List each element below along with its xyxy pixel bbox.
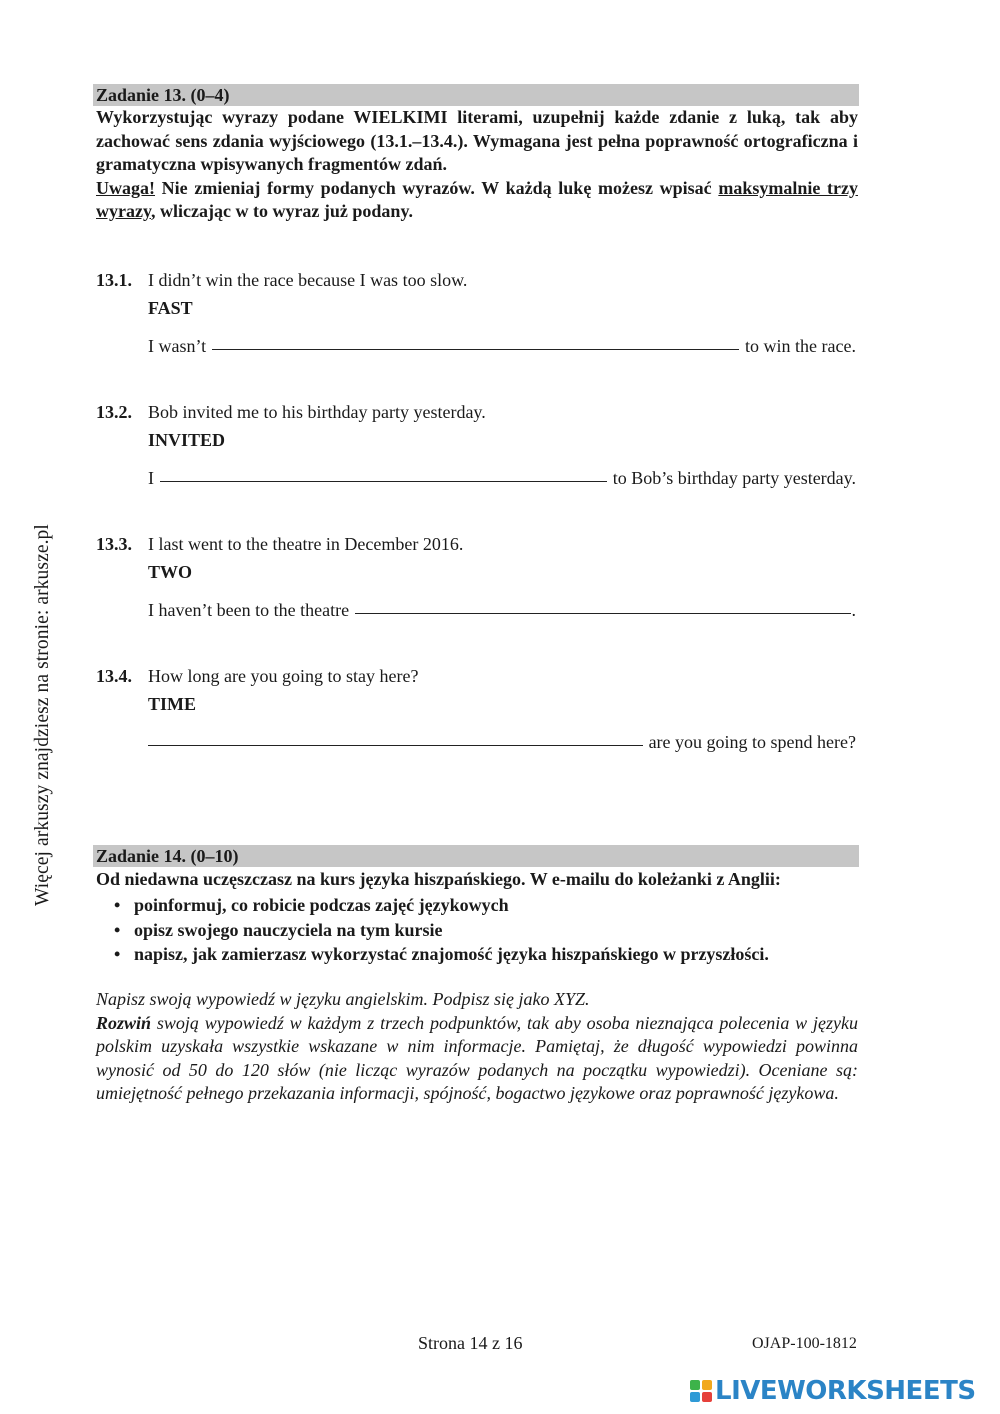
logo-square — [702, 1380, 712, 1390]
answer-prefix: I — [148, 468, 154, 488]
item-keyword: FAST — [148, 298, 193, 318]
item-number: 13.1. — [96, 270, 132, 290]
liveworksheets-logo[interactable] — [690, 1376, 976, 1406]
task14-bullet-list — [112, 893, 769, 967]
note-end: , wliczając w to wyraz już podany. — [150, 201, 413, 221]
item-sentence: How long are you going to stay here? — [148, 666, 419, 686]
exam-code: OJAP-100-1812 — [752, 1335, 857, 1352]
item-keyword: TIME — [148, 694, 197, 714]
instruction-rest: swoją wypowiedź w każdym z trzech podpunktów, tak aby osoba nieznająca polecenia w języku polskim uzyskała wszystkie wskazane w nim informacje. Pamiętaj, że długość wypowiedzi powinna wynosić od 50 do 120 słów (nie licząc wyrazów podanych na początku wypowiedzi). Oceniane są: umiejętność pełnego przekazania informacji, spójność, bogactwo językowe oraz poprawność językowa. — [96, 1012, 858, 1103]
answer-prefix: I haven’t been to the theatre — [148, 600, 350, 620]
side-note: Więcej arkuszy znajdziesz na stronie: arkusze.pl — [32, 524, 53, 906]
item-sentence: I last went to the theatre in December 2016. — [148, 534, 464, 554]
answer-line — [148, 333, 856, 357]
logo-icon — [690, 1380, 712, 1402]
instruction-line: Napisz swoją wypowiedź w języku angielskim. Podpisz się jako XYZ. — [96, 989, 590, 1009]
answer-line — [148, 729, 856, 753]
task14-header: Zadanie 14. (0–10) — [93, 845, 859, 867]
note-label: Uwaga! — [96, 177, 155, 198]
instruction-bold: Rozwiń — [96, 1012, 152, 1033]
bullet-item: • poinformuj, co robicie podczas zajęć językowych — [112, 893, 769, 918]
task13-instruction-text: Wykorzystując wyrazy podane WIELKIMI literami, uzupełnij każde zdanie z luką, tak aby zachować sens zdania wyjściowego (13.1.–13.4.). Wymagana jest pełna poprawność ortograficzna i gramatyczna wpisywanych fragmentów zdań. — [96, 107, 858, 174]
task13-header: Zadanie 13. (0–4) — [93, 84, 859, 106]
answer-prefix: I wasn’t — [148, 336, 207, 356]
item-number: 13.3. — [96, 534, 132, 554]
answer-line — [148, 597, 856, 621]
answer-suffix: . — [851, 600, 856, 620]
answer-gap[interactable] — [355, 595, 850, 614]
answer-line — [148, 465, 856, 489]
item-sentence: I didn’t win the race because I was too slow. — [148, 270, 468, 290]
answer-gap[interactable] — [160, 463, 607, 482]
item-keyword: TWO — [148, 562, 193, 582]
item-keyword: INVITED — [148, 430, 226, 450]
logo-square — [702, 1392, 712, 1402]
logo-text: LIVEWORKSHEETS — [715, 1376, 976, 1406]
task14-instructions — [96, 988, 858, 1106]
note-text: Nie zmieniaj formy podanych wyrazów. W każdą lukę możesz wpisać — [155, 177, 719, 198]
answer-suffix: to Bob’s birthday party yesterday. — [612, 468, 856, 488]
answer-gap[interactable] — [212, 331, 739, 350]
instruction-paragraph — [96, 1012, 858, 1106]
task14-intro: Od niedawna uczęszczasz na kurs języka hiszpańskiego. W e-mailu do koleżanki z Anglii: — [96, 869, 781, 889]
answer-gap[interactable] — [148, 727, 643, 746]
bullet-item: • napisz, jak zamierzasz wykorzystać znajomość języka hiszpańskiego w przyszłości. — [112, 942, 769, 967]
item-number: 13.4. — [96, 666, 132, 686]
logo-square — [690, 1392, 700, 1402]
bullet-item: • opisz swojego nauczyciela na tym kursie — [112, 918, 769, 943]
task13-note — [96, 177, 858, 224]
answer-suffix: are you going to spend here? — [648, 732, 856, 752]
item-sentence: Bob invited me to his birthday party yesterday. — [148, 402, 486, 422]
page-number: Strona 14 z 16 — [418, 1333, 523, 1353]
task13-instruction — [96, 106, 858, 224]
answer-suffix: to win the race. — [745, 336, 856, 356]
note-limit: maksymalnie trzy wyrazy — [96, 177, 858, 221]
item-number: 13.2. — [96, 402, 132, 422]
logo-square — [690, 1380, 700, 1390]
